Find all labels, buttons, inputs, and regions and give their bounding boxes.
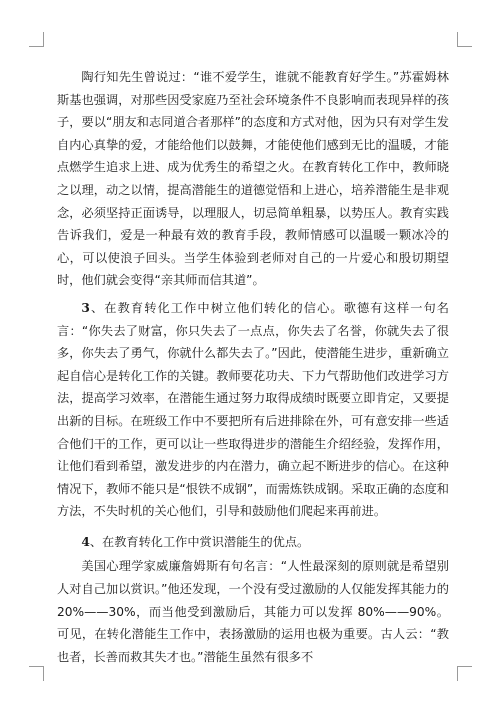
paragraph-text: 、在教育转化工作中树立他们转化的信心。歌德有这样一句名言：“你失去了财富，你只失去了一点点，你失去了名誉，你就失去了很多，你失去了勇气，你就什么都失去了。”因此，使潜能生进步，重新确立起自信心是转化工作的关键。教师要花功夫、下力气帮助他们改进学习方法，提高学习效率，在潜能生通过努力取得成绩时既要立即肯定，又要提出新的目标。在班级工作中不要把所有后进排除在外，可有意安排一些适合他们干的工作，更可以让一些取得进步的潜能生介绍经验，发挥作用，让他们看到希望，激发进步的内在潜力，确立起不断进步的信心。在这种情况下，教师不能只是“恨铁不成钢”，而需炼铁成钢。采取正确的态度和方法，不失时机的关心他们，引导和鼓励他们爬起来再前进。 (57, 300, 449, 519)
paragraph-love-education (57, 66, 449, 292)
crop-mark-bottom-right (457, 666, 472, 681)
paragraph-point-4-heading (57, 531, 449, 554)
crop-mark-top-right (457, 32, 472, 47)
paragraph-point-3-confidence (57, 297, 449, 523)
document-body (57, 66, 449, 668)
paragraph-text: 美国心理学家威廉詹姆斯有句名言：“人性最深刻的原则就是希望别人对自己加以赏识。”他还发现，一个没有受过激励的人仅能发挥其能力的 20%——30%，而当他受到激励后，其能力可以发挥 80%——90%。可见，在转化潜能生工作中，表扬激励的运用也极为重要。古人云：“教也者，长善而救其失才也。”潜能生虽然有很多不 (57, 559, 449, 664)
paragraph-appreciation (57, 555, 449, 668)
paragraph-number: 4 (81, 534, 90, 549)
crop-mark-bottom-left (29, 666, 44, 681)
paragraph-number: 3 (81, 300, 90, 315)
paragraph-text: 、在教育转化工作中赏识潜能生的优点。 (89, 534, 310, 549)
paragraph-text: 陶行知先生曾说过：“谁不爱学生，谁就不能教育好学生。”苏霍姆林斯基也强调，对那些因受家庭乃至社会环境条件不良影响而表现异样的孩子，要以“朋友和志同道合者那样”的态度和方式对他，因为只有对学生发自内心真挚的爱，才能给他们以鼓舞，才能使他们感到无比的温暖，才能点燃学生追求上进、成为优秀生的希望之火。在教育转化工作中，教师晓之以理，动之以情，提高潜能生的道德觉悟和上进心，培养潜能生是非观念，必须坚持正面诱导，以理服人，切忌简单粗暴，以势压人。教育实践告诉我们，爱是一种最有效的教育手段，教师情感可以温暖一颗冰冷的心，可以使浪子回头。当学生体验到老师对自己的一片爱心和殷切期望时，他们就会变得“亲其师而信其道”。 (57, 70, 449, 288)
crop-mark-top-left (29, 32, 44, 47)
